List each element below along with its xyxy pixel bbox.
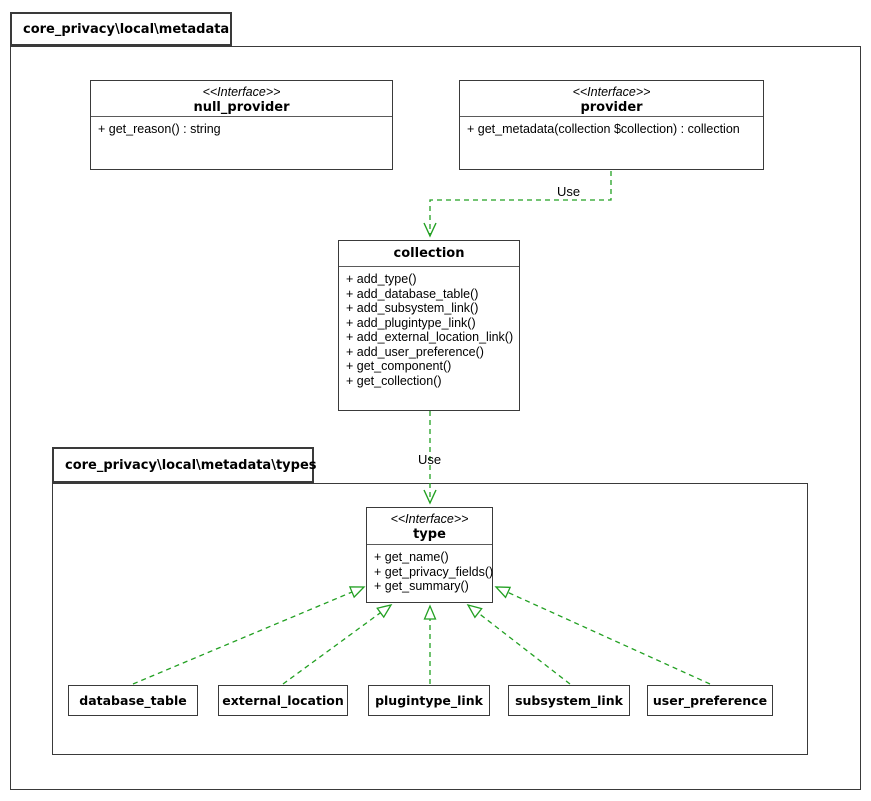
class-plugintype-link: plugintype_link [368,685,490,716]
method-item: + get_summary() [374,579,469,593]
method-item: + get_reason() : string [98,122,221,136]
interface-type [366,507,493,603]
class-name: collection [393,246,465,261]
class-external-location: external_location [218,685,348,716]
interface-provider-header [460,81,763,117]
class-name: type [413,527,446,542]
method-item: + get_component() [346,359,452,373]
use-label-provider-collection: Use [557,184,581,199]
interface-type-header [367,508,492,545]
method-item: + get_metadata(collection $collection) : collection [467,122,740,136]
use-label-collection-type: Use [418,452,442,467]
method-list [91,117,392,137]
stereotype-label: <<Interface>> [390,512,469,526]
class-user-preference: user_preference [647,685,773,716]
method-item: + add_external_location_link() [346,330,514,344]
method-item: + get_collection() [346,373,442,388]
class-database-table: database_table [68,685,198,716]
types-package-tab [52,447,317,483]
interface-null-provider [90,80,393,170]
interface-null-provider-header [91,81,392,117]
method-list [339,267,519,388]
method-item: + add_plugintype_link() [346,315,476,330]
interface-provider [459,80,764,170]
class-name: provider [580,100,643,115]
method-item: + get_privacy_fields() [374,564,494,579]
method-item: + add_subsystem_link() [346,301,479,315]
outer-package-title: core_privacy\local\metadata [23,21,230,37]
method-item: + add_user_preference() [346,344,484,359]
method-item: + add_database_table() [346,286,479,301]
stereotype-label: <<Interface>> [202,85,281,99]
method-list [367,545,492,594]
class-collection [338,240,520,411]
types-package-title: core_privacy\local\metadata\types [65,457,317,473]
outer-package-tab [10,12,232,46]
class-subsystem-link: subsystem_link [508,685,630,716]
stereotype-label: <<Interface>> [572,85,651,99]
method-item: + get_name() [374,550,449,564]
method-list [460,117,763,137]
method-item: + add_type() [346,272,417,286]
class-name: null_provider [193,100,290,115]
class-collection-header [339,241,519,267]
